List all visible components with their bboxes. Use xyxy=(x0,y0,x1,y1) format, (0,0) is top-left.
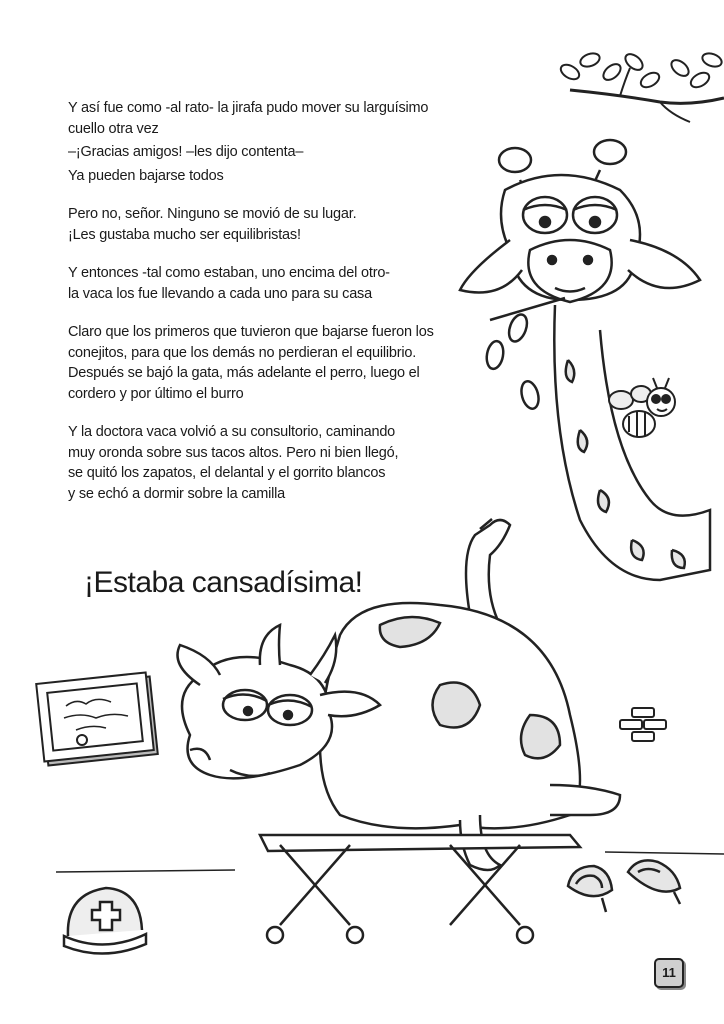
story-line: la vaca los fue llevando a cada uno para su casa xyxy=(68,285,372,302)
story-paragraph xyxy=(68,204,468,245)
page-number: 11 xyxy=(654,958,684,988)
bee-icon xyxy=(605,372,685,452)
cow-icon xyxy=(150,515,630,945)
story-text xyxy=(68,98,468,522)
story-line: –¡Gracias amigos! –les dijo contenta– xyxy=(68,144,304,160)
shoes-icon xyxy=(562,852,692,922)
story-line: conejitos, para que los demás no perdieran el equilibrio. xyxy=(68,344,417,361)
story-paragraph xyxy=(68,322,468,404)
diploma-icon xyxy=(36,668,166,768)
story-line: se quitó los zapatos, el delantal y el gorrito blancos xyxy=(68,465,386,481)
headline: ¡Estaba cansadísima! xyxy=(84,566,363,599)
story-line: y se echó a dormir sobre la camilla xyxy=(68,485,286,502)
story-line: Y la doctora vaca volvió a su consultorio, caminando xyxy=(68,424,396,440)
story-paragraph xyxy=(68,422,468,504)
story-line: Claro que los primeros que tuvieron que bajarse fueron los xyxy=(68,324,434,340)
story-line: cordero y por último el burro xyxy=(68,385,244,402)
story-line: Pero no, señor. Ninguno se movió de su lugar. xyxy=(68,206,357,222)
story-line: Y entonces -tal como estaban, uno encima del otro- xyxy=(68,265,390,281)
story-line: muy oronda sobre sus tacos altos. Pero ni bien llegó, xyxy=(68,444,399,461)
branch-icon xyxy=(540,40,724,130)
story-paragraph xyxy=(68,263,468,304)
story-line: Ya pueden bajarse todos xyxy=(68,167,224,184)
story-line: Y así fue como -al rato- la jirafa pudo mover su larguísimo xyxy=(68,100,429,116)
story-line: ¡Les gustaba mucho ser equilibristas! xyxy=(68,226,301,243)
story-line: cuello otra vez xyxy=(68,120,159,137)
nurse-cap-icon xyxy=(60,880,150,960)
story-line: Después se bajó la gata, más adelante el perro, luego el xyxy=(68,365,420,381)
story-paragraph xyxy=(68,98,468,186)
